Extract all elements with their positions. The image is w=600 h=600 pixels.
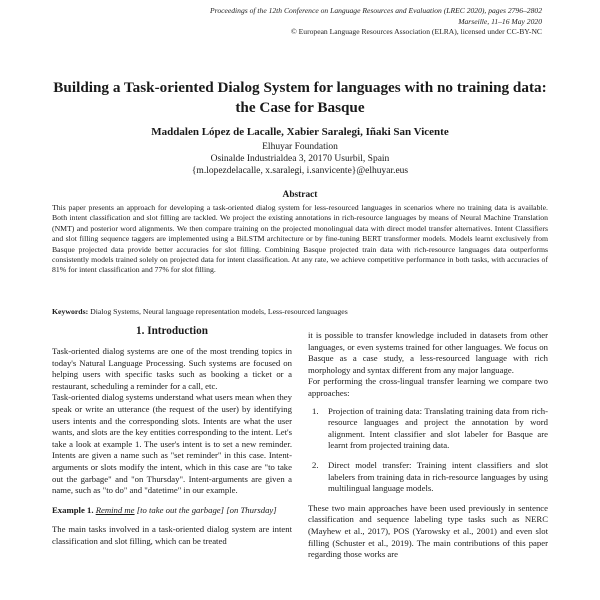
intro-paragraph-2: Task-oriented dialog systems understand what users mean when they speak or write an utterance (the request of the user) by identifying users intents and the corresponding slots. Intents are what the user wants, and slots are the key entities corresponding to the intent. Let's take a look at example 1. The user's intent is to set a new reminder. Intents are given a name such as "set reminder" in this case. Intent-arguments or slots modify the intent, which in this case are "to take out the garbage" and "on Thursday". Intent-arguments are given a name, such as "to do" and "datetime" in our example. [52, 392, 292, 496]
example-intent: Remind me [95, 504, 135, 515]
paper-title [40, 78, 560, 117]
keywords-text: Dialog Systems, Neural language representation models, Less-resourced languages [88, 307, 348, 316]
abstract-heading: Abstract [282, 190, 318, 200]
author-list: Maddalen López de Lacalle, Xabier Saralegi, Iñaki San Vicente [151, 126, 449, 138]
keywords-label: Keywords: [52, 307, 89, 316]
right-paragraph-2: For performing the cross-lingual transfer learning we compare two approaches: [308, 376, 548, 398]
affiliation-address: Osinalde Industrialdea 3, 20170 Usurbil, Spain [210, 154, 390, 165]
example-slots: [to take out the garbage] [on Thursday] [134, 504, 277, 515]
right-paragraph-1: it is possible to transfer knowledge included in datasets from other languages, or even systems trained for other languages. We focus on Basque as a case study, a less-resourced language with rich morphology and syntax different from any major language. [308, 330, 548, 375]
title-line-2: the Case for Basque [235, 98, 365, 116]
list-item-text: Direct model transfer: Training intent classifiers and slot labelers from training data in rich-resource languages by using multilingual language models. [328, 459, 548, 494]
list-item-number: 1. [312, 405, 319, 416]
proceedings-header [210, 6, 542, 38]
header-line-1: Proceedings of the 12th Conference on Language Resources and Evaluation (LREC 2020), pages 2796–2802 [210, 6, 542, 15]
title-line-1: Building a Task-oriented Dialog System for languages with no training data: [53, 79, 547, 96]
right-column [308, 330, 548, 561]
approach-list [308, 406, 548, 495]
header-line-3: © European Language Resources Association (ELRA), licensed under CC-BY-NC [290, 27, 542, 37]
keywords [52, 307, 548, 317]
intro-paragraph-1: Task-oriented dialog systems are one of the most trending topics in today's Natural Language Processing. Such systems are focused on helping users with specific tasks such as booking a ticket or a restaurant, scheduling a reminder for a call, etc. [52, 346, 292, 391]
list-item-text: Projection of training data: Translating training data from rich-resource languages and project the annotation by word alignment. Intent classifier and slot labeler for Basque are learnt from projected training data. [328, 405, 548, 451]
example-1 [52, 505, 292, 517]
list-item [308, 460, 548, 495]
abstract-text: This paper presents an approach for developing a task-oriented dialog system for less-resourced languages in scenarios where no training data is available. Both intent classification and slot filling are tackled. We project the existing annotations in rich-resource languages by means of Neural Machine Translation (NMT) and posterior word alignments. We then compare training on the projected monolingual data with direct model transfer alternatives. Intent Classifiers and slot filling sequence taggers are implemented using a BiLSTM architecture or by fine-tuning BERT transformer models. Models learnt exclusively from Basque projected data provide better accuracies for slot filling. Combining Basque projected train data with rich-resource languages data outperforms consistently models trained solely on projected data for intent classification. At any rate, we achieve competitive performance in both tasks, with accuracies of 81% for intent classification and 77% for slot filling. [52, 203, 548, 275]
right-paragraph-3: These two main approaches have been used previously in sentence classification and sequence labeling type tasks such as NERC (Mayhew et al., 2017), POS (Yarowsky et al., 2001) and even slot filling (Schuster et al., 2019). The main contributions of this paper regarding those works are [308, 502, 548, 560]
example-label: Example 1. [52, 504, 94, 515]
left-column [52, 324, 292, 548]
affiliation-emails: {m.lopezdelacalle, x.saralegi, i.sanvicente}@elhuyar.eus [191, 166, 409, 177]
section-heading-introduction: 1. Introduction [136, 325, 208, 337]
affiliation-org: Elhuyar Foundation [262, 142, 338, 152]
list-item [308, 406, 548, 452]
list-item-number: 2. [312, 459, 319, 470]
header-line-2: Marseille, 11–16 May 2020 [458, 16, 542, 26]
intro-paragraph-3: The main tasks involved in a task-oriented dialog system are intent classification and slot filling, which can be treated [52, 524, 292, 546]
affiliation [40, 141, 560, 178]
